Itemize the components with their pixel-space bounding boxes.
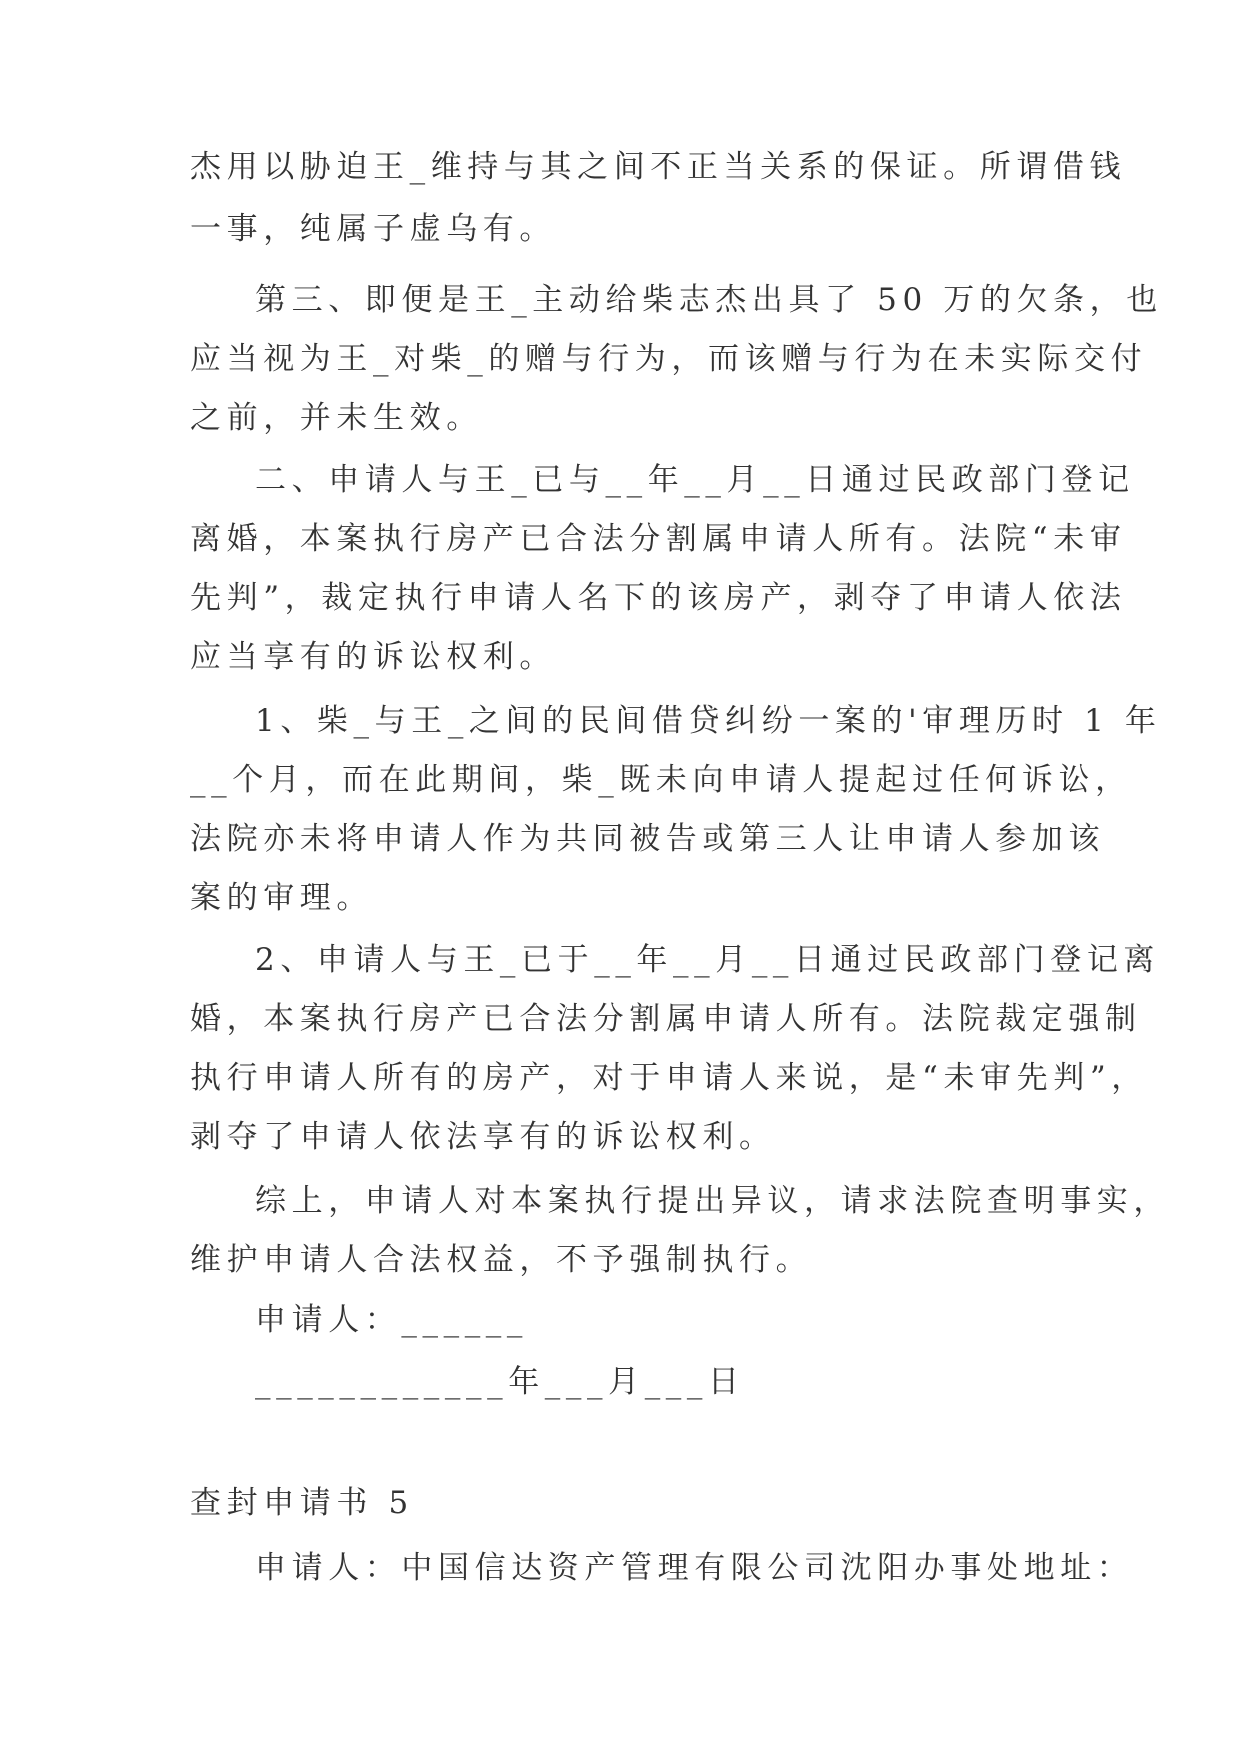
paragraph-line: 第三、即便是王_主动给柴志杰出具了 50 万的欠条，也 xyxy=(255,282,1163,318)
paragraph-line: 综上，申请人对本案执行提出异议，请求法院查明事实， xyxy=(255,1183,1170,1219)
paragraph-line: __个月，而在此期间，柴_既未向申请人提起过任何诉讼， xyxy=(190,762,1132,798)
paragraph-line: 法院亦未将申请人作为共同被告或第三人让申请人参加该 xyxy=(190,821,1105,857)
paragraph-line: 应当享有的诉讼权利。 xyxy=(190,639,556,675)
paragraph-line: 二、申请人与王_已与__年__月__日通过民政部门登记 xyxy=(255,462,1135,498)
paragraph-line: 2、申请人与王_已于__年__月__日通过民政部门登记离 xyxy=(255,942,1161,978)
paragraph-line: 应当视为王_对柴_的赠与行为，而该赠与行为在未实际交付 xyxy=(190,341,1148,377)
paragraph-line: 离婚，本案执行房产已合法分割属申请人所有。法院“未审 xyxy=(190,521,1127,557)
date-line: ____________年___月___日 xyxy=(255,1364,745,1400)
paragraph-line: 执行申请人所有的房产，对于申请人来说，是“未审先判”， xyxy=(190,1060,1148,1096)
paragraph-line: 案的审理。 xyxy=(190,880,373,916)
paragraph-line: 杰用以胁迫王_维持与其之间不正当关系的保证。所谓借钱 xyxy=(190,149,1127,185)
paragraph-line: 1、柴_与王_之间的民间借贷纠纷一案的'审理历时 1 年 xyxy=(255,703,1162,739)
signature-line: 申请人：______ xyxy=(255,1302,528,1338)
paragraph-line: 先判”，裁定执行申请人名下的该房产，剥夺了申请人依法 xyxy=(190,580,1127,616)
paragraph-line: 维护申请人合法权益，不予强制执行。 xyxy=(190,1242,813,1278)
paragraph-line: 婚，本案执行房产已合法分割属申请人所有。法院裁定强制 xyxy=(190,1001,1142,1037)
paragraph-line: 申请人：中国信达资产管理有限公司沈阳办事处地址： xyxy=(255,1550,1134,1586)
paragraph-line: 剥夺了申请人依法享有的诉讼权利。 xyxy=(190,1119,776,1155)
paragraph-line: 一事，纯属子虚乌有。 xyxy=(190,211,556,247)
section-title: 查封申请书 5 xyxy=(190,1485,414,1521)
paragraph-line: 之前，并未生效。 xyxy=(190,400,483,436)
